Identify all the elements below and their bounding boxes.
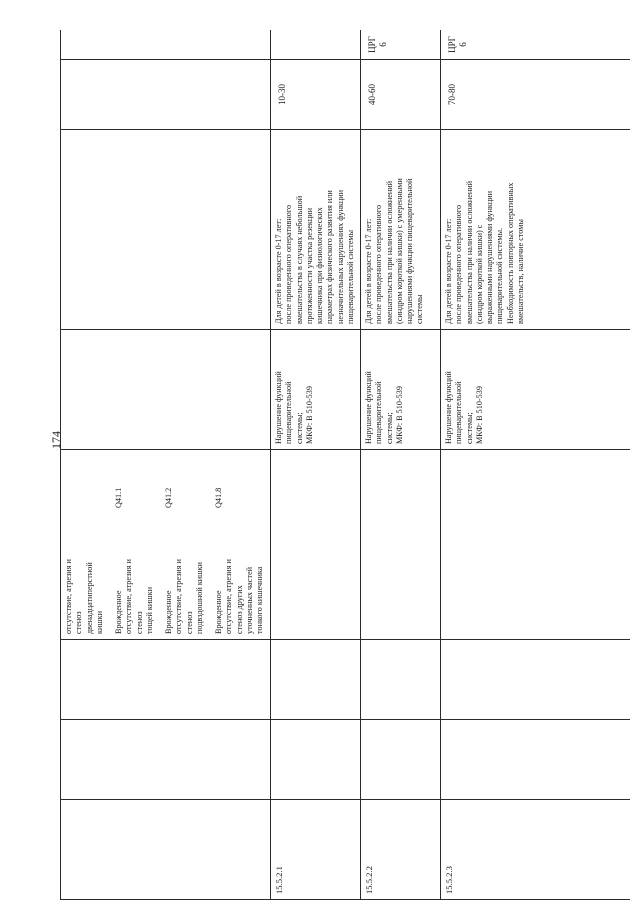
cell-number: 15.5.2.3 [441,800,631,900]
cell-number [61,800,271,900]
cell-empty [61,130,271,330]
subitem-entry [164,455,205,634]
subitem-entry [114,455,155,634]
cell-criterion: ЦРГ 6 [441,30,631,60]
table-row [61,30,271,900]
subitem-name: Врожденное отсутствие, атрезия и стеноз тощей кишки [114,559,154,634]
cell-subitems [61,450,271,640]
cell-empty [61,30,271,60]
subitem-name: Врожденное отсутствие, атрезия и стеноз других уточненных частей тонкого кишечника [214,559,264,634]
cell-empty [61,60,271,130]
subitem-entry [214,455,265,634]
subitem-list [64,455,265,634]
cell-disorder: Нарушение функций пищеварительной системы; МКФ: B 510-539 [271,330,361,450]
classification-table [60,30,630,900]
cell-criterion [271,30,361,60]
cell-number: 15.5.2.1 [271,800,361,900]
rotated-table-wrapper [60,30,630,900]
cell-criterion: ЦРГ 6 [361,30,441,60]
subitem-code: Q41.2 [164,487,173,508]
cell-empty [361,640,441,720]
cell-empty [441,640,631,720]
cell-disorder: Нарушение функций пищеварительной системы; МКФ: B 510-539 [361,330,441,450]
cell-empty [361,720,441,800]
page-frame [60,30,630,900]
cell-description: Для детей в возрасте 0-17 лет: после проведенного оперативного вмешательства в случаях небольшой протяженности участка резекции кишечника при физиологических параметрах физического развития или незначительных нарушениях функции пищеварительной системы [271,130,361,330]
cell-disorder: Нарушение функций пищеварительной системы; МКФ: B 510-539 [441,330,631,450]
subitem-name: Врожденное отсутствие, атрезия и стеноз подвздошной кишки [164,559,204,634]
table-row [271,30,361,900]
cell-empty [361,450,441,640]
cell-percent: 70-80 [441,60,631,130]
table-row [441,30,631,900]
subitem-code: Q41.1 [114,487,123,508]
subitem-name: отсутствие, атрезия и стеноз двенадцатиперстной кишки [64,559,104,634]
cell-empty [61,720,271,800]
subitem-code: Q41.8 [214,487,223,508]
cell-percent: 10-30 [271,60,361,130]
cell-empty [271,640,361,720]
page-number: 174 [49,431,63,449]
cell-description: Для детей в возрасте 0-17 лет: после проведенного оперативного вмешательства при наличии осложнений (синдром короткой кишки) с выраженными нарушениями функции пищеварительной системы. Необходимость повторных оперативных вмешательств, наличие стомы [441,130,631,330]
cell-empty [61,330,271,450]
table-row [361,30,441,900]
subitem-entry [64,455,105,634]
cell-empty [271,450,361,640]
cell-empty [441,720,631,800]
cell-description: Для детей в возрасте 0-17 лет: после проведенного оперативного вмешательства при наличии осложнений (синдром короткой кишки) с умеренными нарушениями функции пищеварительной системы [361,130,441,330]
cell-empty [271,720,361,800]
cell-empty [61,640,271,720]
cell-number: 15.5.2.2 [361,800,441,900]
cell-empty [441,450,631,640]
cell-percent: 40-60 [361,60,441,130]
